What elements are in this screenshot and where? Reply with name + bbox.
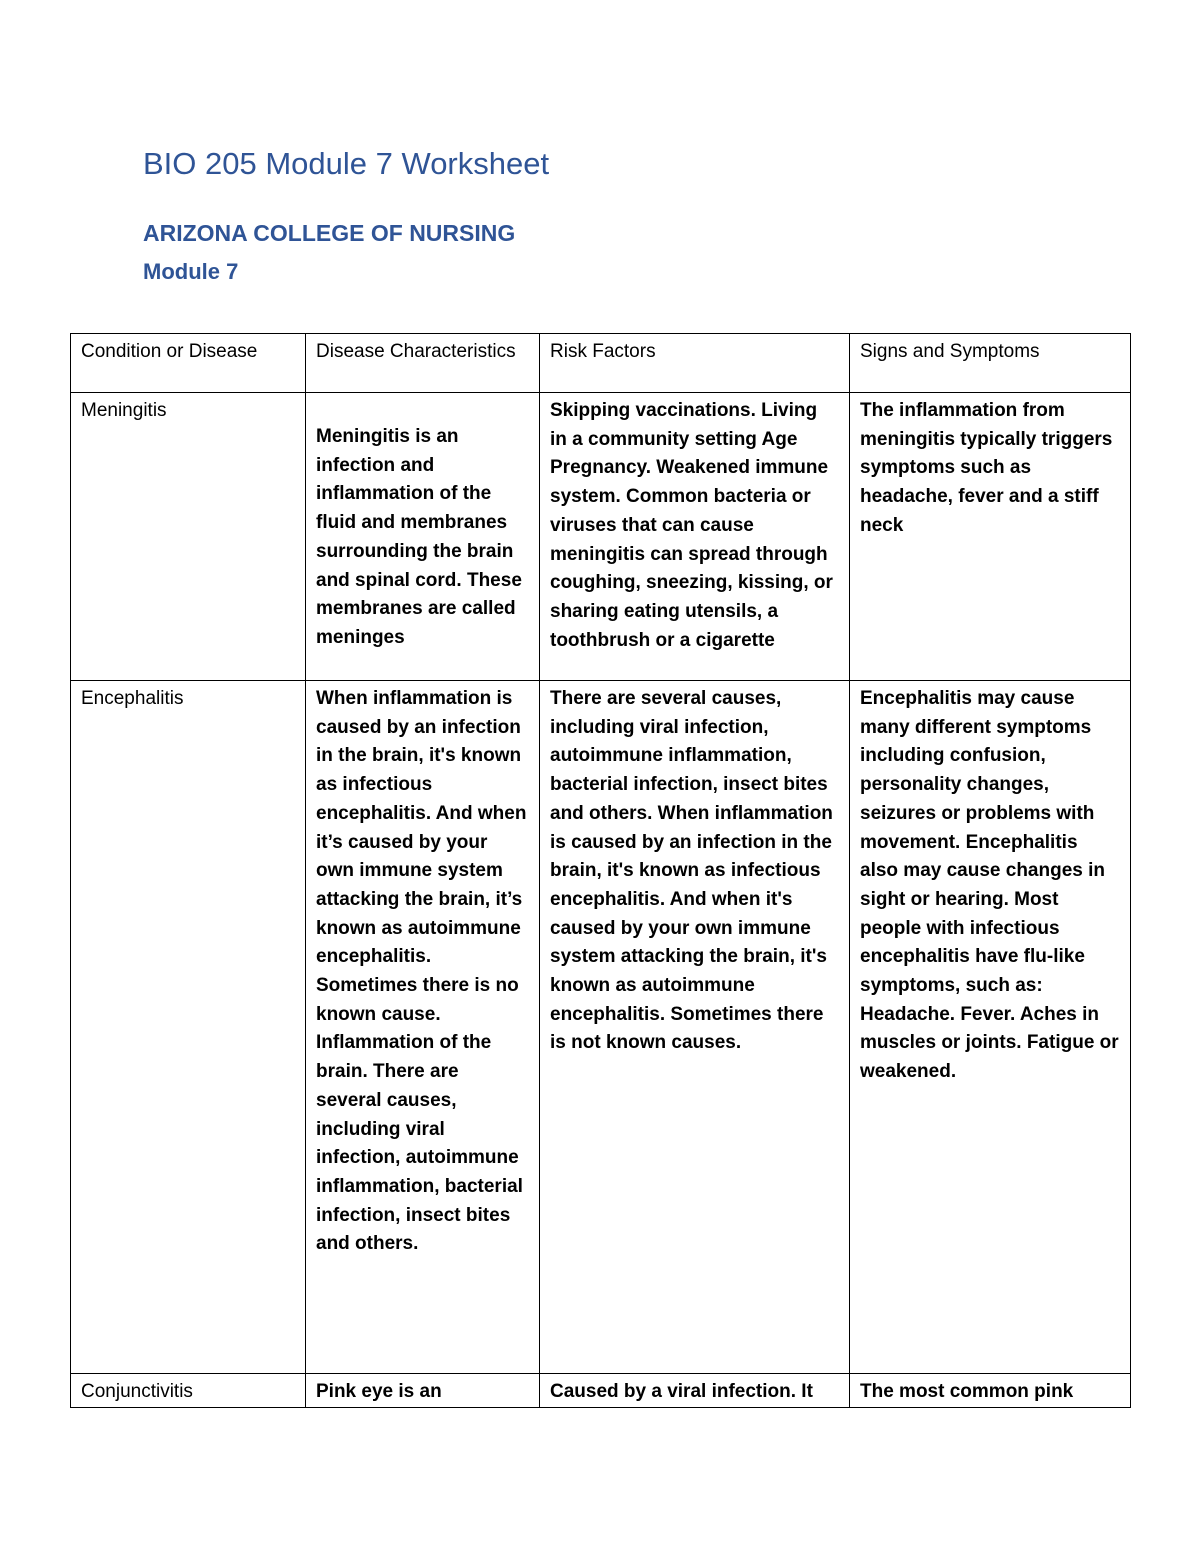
cell-condition: Conjunctivitis xyxy=(71,1374,306,1408)
cell-characteristics-text: Meningitis is an infection and inflammation of the fluid and membranes surrounding the brain and spinal cord. These membranes are called meninges xyxy=(316,426,522,648)
header-characteristics: Disease Characteristics xyxy=(306,334,540,393)
table-row xyxy=(71,1374,1131,1408)
cell-symptoms: The inflammation from meningitis typically triggers symptoms such as headache, fever and a stiff neck xyxy=(850,393,1131,681)
document-title: BIO 205 Module 7 Worksheet xyxy=(143,146,550,181)
cell-characteristics xyxy=(306,393,540,681)
cell-symptoms: Encephalitis may cause many different symptoms including confusion, personality changes, seizures or problems with movement. Encephalitis also may cause changes in sight or hearing. Most people with infectious encephalitis have flu-like symptoms, such as: Headache. Fever. Aches in muscles or joints. Fatigue or weakened. xyxy=(850,681,1131,1374)
cell-symptoms: The most common pink xyxy=(850,1374,1131,1408)
cell-risk-factors: Skipping vaccinations. Living in a community setting Age Pregnancy. Weakened immune system. Common bacteria or viruses that can cause meningitis can spread through coughing, sneezing, kissing, or sharing eating utensils, a toothbrush or a cigarette xyxy=(540,393,850,681)
cell-risk-factors: There are several causes, including viral infection, autoimmune inflammation, bacterial infection, insect bites and others. When inflammation is caused by an infection in the brain, it's known as infectious encephalitis. And when it's caused by your own immune system attacking the brain, it's known as autoimmune encephalitis. Sometimes there is not known causes. xyxy=(540,681,850,1374)
cell-condition: Encephalitis xyxy=(71,681,306,1374)
header-risk-factors: Risk Factors xyxy=(540,334,850,393)
cell-characteristics: When inflammation is caused by an infection in the brain, it's known as infectious encephalitis. And when it’s caused by your own immune system attacking the brain, it’s known as autoimmune encephalitis. Sometimes there is no known cause. Inflammation of the brain. There are several causes, including viral infection, autoimmune inflammation, bacterial infection, insect bites and others. xyxy=(306,681,540,1374)
cell-characteristics: Pink eye is an xyxy=(306,1374,540,1408)
table-row xyxy=(71,393,1131,681)
header-condition: Condition or Disease xyxy=(71,334,306,393)
cell-risk-factors: Caused by a viral infection. It xyxy=(540,1374,850,1408)
header-symptoms: Signs and Symptoms xyxy=(850,334,1131,393)
cell-condition: Meningitis xyxy=(71,393,306,681)
cell-spacer xyxy=(316,397,529,423)
disease-table xyxy=(70,333,1131,1408)
table-row xyxy=(71,681,1131,1374)
module-label: Module 7 xyxy=(143,259,239,284)
college-name: ARIZONA COLLEGE OF NURSING xyxy=(143,220,516,246)
table-header-row xyxy=(71,334,1131,393)
